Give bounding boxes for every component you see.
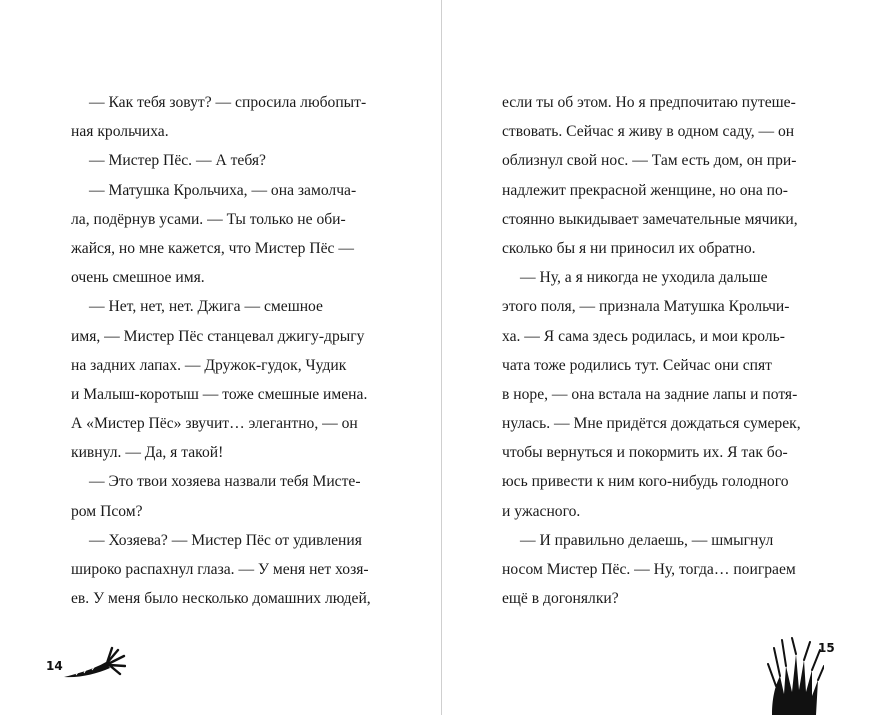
text-line: кивнул. — Да, я такой! [71,444,224,462]
text-line: чтобы вернуться и покормить их. Я так бо- [502,444,788,462]
text-line: юсь привести к ним кого-нибудь голодного [502,473,789,491]
text-line: — Нет, нет, нет. Джига — смешное [89,298,323,316]
right-page-text [502,88,822,613]
text-line: — Ну, а я никогда не уходила дальше [520,269,768,287]
left-page-text [71,88,391,613]
text-line: имя, — Мистер Пёс станцевал джигу-дрыгу [71,327,365,345]
text-line: носом Мистер Пёс. — Ну, тогда… поиграем [502,561,796,578]
text-line: — И правильно делаешь, — шмыгнул [520,531,774,549]
right-page-number: 15 [818,641,835,655]
text-line: сколько бы я ни приносил их обратно. [502,239,756,257]
text-line: надлежит прекрасной женщине, но она по- [502,181,788,199]
text-line: на задних лапах. — Дружок-гудок, Чудик [71,356,347,374]
text-line: если ты об этом. Но я предпочитаю путеше- [502,94,796,111]
text-line: жайся, но мне кажется, что Мистер Пёс — [71,239,354,257]
text-line: стоянно выкидывает замечательные мячики, [502,210,798,228]
text-line: чата тоже родились тут. Сейчас они спят [502,356,772,374]
text-line: — Матушка Крольчиха, — она замолча- [89,181,357,199]
carrot-icon [62,646,126,682]
text-line: ев. У меня было несколько домашних людей, [71,590,371,608]
text-line: облизнул свой нос. — Там есть дом, он при- [502,152,797,170]
text-line: нулась. — Мне придётся дождаться сумерек, [502,415,801,433]
text-line: — Хозяева? — Мистер Пёс от удивления [89,531,362,549]
text-line: — Это твои хозяева назвали тебя Мисте- [89,473,361,491]
text-line: ром Псом? [71,502,143,520]
text-line: ещё в догонялки? [502,590,619,608]
left-page-number: 14 [46,659,63,673]
text-line: и Малыш-коротыш — тоже смешные имена. [71,385,368,403]
text-line: — Мистер Пёс. — А тебя? [89,152,266,170]
text-line: ла, подёрнув усами. — Ты только не оби- [71,210,346,228]
text-line: А «Мистер Пёс» звучит… элегантно, — он [71,415,358,433]
page-gutter [441,0,442,715]
text-line: — Как тебя зовут? — спросила любопыт- [89,94,367,111]
text-line: ха. — Я сама здесь родилась, и мои кроль- [502,327,785,345]
text-line: очень смешное имя. [71,269,205,287]
text-line: широко распахнул глаза. — У меня нет хозя- [71,561,369,578]
text-line: этого поля, — признала Матушка Крольчи- [502,298,790,316]
grass-icon [766,636,824,715]
text-line: в норе, — она встала на задние лапы и потя- [502,385,798,403]
text-line: ная крольчиха. [71,123,169,141]
text-line: и ужасного. [502,502,581,520]
text-line: ствовать. Сейчас я живу в одном саду, — он [502,123,795,141]
